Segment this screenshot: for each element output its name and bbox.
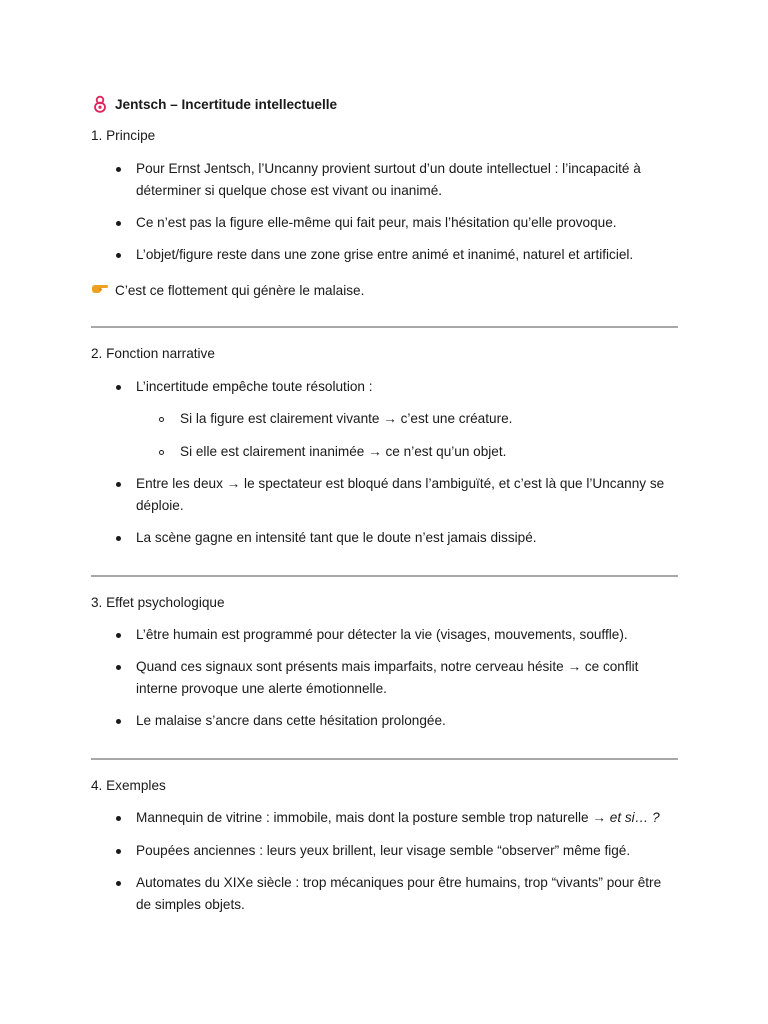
sub-bullet-marker bbox=[159, 417, 164, 422]
section-heading-fonction-narrative: 2. Fonction narrative bbox=[91, 346, 215, 361]
bullet-marker bbox=[116, 849, 121, 854]
bullet-marker bbox=[116, 816, 121, 821]
bullet-marker bbox=[116, 881, 121, 886]
bullet-marker bbox=[116, 221, 121, 226]
pointing-hand-icon bbox=[91, 281, 111, 299]
list-item: Le malaise s’ancre dans cette hésitation prolongée. bbox=[136, 713, 446, 728]
list-item: L’incertitude empêche toute résolution : bbox=[136, 379, 373, 394]
section-divider bbox=[91, 758, 678, 760]
section-heading-effet-psychologique: 3. Effet psychologique bbox=[91, 595, 225, 610]
conclusion-text: C’est ce flottement qui génère le malaise. bbox=[115, 282, 365, 298]
nesting-doll-icon bbox=[91, 95, 109, 113]
list-item-continuation: déterminer si quelque chose est vivant ou inanimé. bbox=[136, 183, 443, 198]
bullet-marker bbox=[116, 665, 121, 670]
list-item: Pour Ernst Jentsch, l’Uncanny provient surtout d’un doute intellectuel : l’incapacité à bbox=[136, 161, 641, 176]
list-item-continuation: déploie. bbox=[136, 498, 184, 513]
list-item: L’être humain est programmé pour détecter la vie (visages, mouvements, souffle). bbox=[136, 627, 628, 642]
sub-list-item: Si la figure est clairement vivante → c’est une créature. bbox=[180, 411, 513, 426]
list-item: Poupées anciennes : leurs yeux brillent, leur visage semble “observer” même figé. bbox=[136, 843, 631, 858]
conclusion-line bbox=[91, 281, 364, 299]
list-item: Quand ces signaux sont présents mais imparfaits, notre cerveau hésite → ce conflit bbox=[136, 659, 639, 674]
section-heading-exemples: 4. Exemples bbox=[91, 778, 166, 793]
sub-list-item: Si elle est clairement inanimée → ce n’est qu’un objet. bbox=[180, 444, 507, 459]
document-title-text: Jentsch – Incertitude intellectuelle bbox=[115, 96, 338, 112]
section-divider bbox=[91, 575, 678, 577]
document-title bbox=[91, 95, 337, 113]
list-item-text: Mannequin de vitrine : immobile, mais dont la posture semble trop naturelle → bbox=[136, 810, 606, 825]
list-item: Ce n’est pas la figure elle-même qui fait peur, mais l’hésitation qu’elle provoque. bbox=[136, 215, 617, 230]
bullet-marker bbox=[116, 167, 121, 172]
list-item-continuation: de simples objets. bbox=[136, 897, 245, 912]
section-divider bbox=[91, 326, 678, 328]
section-heading-principe: 1. Principe bbox=[91, 128, 156, 143]
list-item: Automates du XIXe siècle : trop mécaniques pour être humains, trop “vivants” pour être bbox=[136, 875, 662, 890]
bullet-marker bbox=[116, 482, 121, 487]
sub-bullet-marker bbox=[159, 450, 164, 455]
list-item: Entre les deux → le spectateur est bloqué dans l’ambiguïté, et c’est là que l’Uncanny se bbox=[136, 476, 665, 491]
list-item bbox=[136, 807, 660, 829]
bullet-marker bbox=[116, 385, 121, 390]
bullet-marker bbox=[116, 536, 121, 541]
list-item: L’objet/figure reste dans une zone grise entre animé et inanimé, naturel et artificiel. bbox=[136, 247, 634, 262]
list-item-italic-text: et si… ? bbox=[609, 810, 660, 825]
bullet-marker bbox=[116, 633, 121, 638]
list-item-continuation: interne provoque une alerte émotionnelle. bbox=[136, 681, 387, 696]
bullet-marker bbox=[116, 719, 121, 724]
list-item: La scène gagne en intensité tant que le doute n’est jamais dissipé. bbox=[136, 530, 537, 545]
bullet-marker bbox=[116, 253, 121, 258]
